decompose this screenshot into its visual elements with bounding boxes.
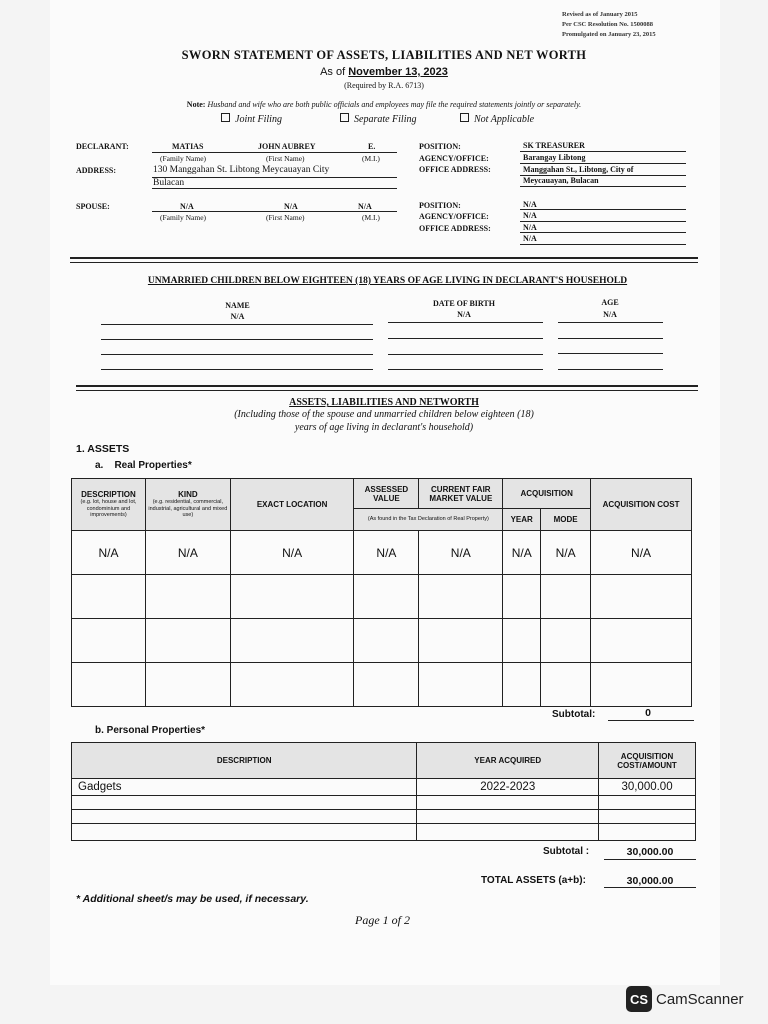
joint-filing-option[interactable] xyxy=(221,113,282,125)
real-properties-heading: a. Real Properties* xyxy=(95,460,192,471)
table-cell: N/A xyxy=(354,531,419,575)
note-text: Husband and wife who are both public officials and employees may file the required statements jointly or separately. xyxy=(207,100,582,109)
total-assets-line xyxy=(604,887,696,888)
child-row-line xyxy=(558,369,663,370)
children-name-value: N/A xyxy=(230,312,245,321)
table-cell xyxy=(541,575,591,619)
mi-caption: (M.I.) xyxy=(362,154,380,163)
children-heading: UNMARRIED CHILDREN BELOW EIGHTEEN (18) YEARS OF AGE LIVING IN DECLARANT'S HOUSEHOLD xyxy=(147,276,628,286)
table-cell xyxy=(417,824,599,841)
table-cell: Gadgets xyxy=(72,779,417,796)
document-title: SWORN STATEMENT OF ASSETS, LIABILITIES AND NET WORTH xyxy=(181,48,587,62)
table-cell xyxy=(230,575,354,619)
section-divider-2 xyxy=(76,385,698,387)
first-name-caption: (First Name) xyxy=(266,154,305,163)
table-cell xyxy=(503,575,541,619)
table-cell xyxy=(419,619,503,663)
real-properties-table xyxy=(71,478,692,707)
real-subtotal-label: Subtotal: xyxy=(552,709,596,720)
footnote: * Additional sheet/s may be used, if necessary. xyxy=(76,893,309,905)
separate-filing-label: Separate Filing xyxy=(354,114,417,125)
personal-subtotal-value: 30,000.00 xyxy=(626,846,674,858)
spouse-position-line xyxy=(520,209,686,210)
table-cell: N/A xyxy=(591,531,692,575)
spouse-office-1: N/A xyxy=(523,223,537,232)
table-cell xyxy=(599,810,696,824)
personal-subtotal-line xyxy=(604,859,696,860)
col-pp-description: DESCRIPTION xyxy=(72,743,417,779)
table-cell: 2022-2023 xyxy=(417,779,599,796)
revision-line-3: Promulgated on January 23, 2015 xyxy=(562,31,656,38)
col-pp-year: YEAR ACQUIRED xyxy=(417,743,599,779)
table-cell: N/A xyxy=(230,531,354,575)
real-subtotal-line xyxy=(608,720,694,721)
spouse-family-caption: (Family Name) xyxy=(160,213,207,222)
revision-line-2: Per CSC Resolution No. 1500088 xyxy=(562,21,654,28)
section-divider xyxy=(70,257,698,259)
table-row xyxy=(72,810,696,824)
family-name-caption: (Family Name) xyxy=(160,154,207,163)
table-cell xyxy=(230,663,354,707)
address-line-rule-1 xyxy=(152,177,397,178)
address-line-2: Bulacan xyxy=(153,178,185,188)
table-cell: N/A xyxy=(72,531,146,575)
required-by: (Required by R.A. 6713) xyxy=(344,81,424,90)
table-cell xyxy=(419,575,503,619)
total-assets-label: TOTAL ASSETS (a+b): xyxy=(481,875,586,886)
child-row-line xyxy=(101,324,373,325)
table-cell xyxy=(591,575,692,619)
spouse-office-line-1 xyxy=(520,232,686,233)
spouse-name-line xyxy=(152,211,397,212)
col-assessed: ASSESSED VALUE xyxy=(354,479,419,509)
spouse-position-label: POSITION: xyxy=(419,201,461,210)
page-number: Page 1 of 2 xyxy=(355,913,410,927)
office-address-label: OFFICE ADDRESS: xyxy=(419,165,491,174)
aln-sub-1: (Including those of the spouse and unmarried children below eighteen (18) xyxy=(234,409,534,420)
col-cost: ACQUISITION COST xyxy=(591,479,692,531)
table-cell xyxy=(72,619,146,663)
declarant-first-name: JOHN AUBREY xyxy=(258,142,316,151)
total-assets-value: 30,000.00 xyxy=(626,875,674,887)
table-cell xyxy=(599,824,696,841)
child-row-line xyxy=(388,369,543,370)
spouse-mi: N/A xyxy=(358,202,372,211)
child-row-line xyxy=(388,354,543,355)
child-row-line xyxy=(101,369,373,370)
table-cell xyxy=(72,796,417,810)
table-cell xyxy=(503,663,541,707)
col-year: YEAR xyxy=(503,509,541,531)
table-row xyxy=(72,663,692,707)
position-value: SK TREASURER xyxy=(523,141,585,150)
camscanner-name: CamScanner xyxy=(656,990,744,1008)
table-cell xyxy=(145,619,230,663)
declarant-family-name: MATIAS xyxy=(172,142,204,151)
child-row-line xyxy=(101,339,373,340)
table-cell xyxy=(354,663,419,707)
col-kind xyxy=(145,479,230,531)
table-cell xyxy=(72,810,417,824)
table-cell xyxy=(419,663,503,707)
declarant-mi: E. xyxy=(368,142,376,151)
table-cell xyxy=(354,575,419,619)
spouse-label: SPOUSE: xyxy=(76,202,110,211)
table-cell xyxy=(145,663,230,707)
spouse-mi-caption: (M.I.) xyxy=(362,213,380,222)
spouse-first-name: N/A xyxy=(284,202,298,211)
table-cell: 30,000.00 xyxy=(599,779,696,796)
as-of-date xyxy=(0,66,768,78)
agency-line xyxy=(520,163,686,164)
table-cell xyxy=(354,619,419,663)
children-name-header: NAME xyxy=(225,301,250,310)
joint-filing-label: Joint Filing xyxy=(235,114,282,125)
as-of-prefix: As of xyxy=(320,66,346,78)
table-cell xyxy=(145,575,230,619)
position-line xyxy=(520,151,686,152)
personal-subtotal-label: Subtotal : xyxy=(543,846,590,857)
table-cell xyxy=(72,824,417,841)
spouse-agency-line xyxy=(520,221,686,222)
section-divider-thin xyxy=(70,262,698,263)
checkbox-icon[interactable] xyxy=(340,113,349,122)
table-cell xyxy=(72,575,146,619)
child-row-line xyxy=(101,354,373,355)
section-divider-2-thin xyxy=(76,390,698,391)
col-pp-cost: ACQUISITION COST/AMOUNT xyxy=(599,743,696,779)
col-kind-label: KIND xyxy=(178,490,198,500)
child-row-line xyxy=(388,322,543,323)
spouse-office-label: OFFICE ADDRESS: xyxy=(419,224,491,233)
table-row xyxy=(72,796,696,810)
aln-heading: ASSETS, LIABILITIES AND NETWORTH xyxy=(289,397,479,408)
address-line-1: 130 Manggahan St. Libtong Meycauayan City xyxy=(153,165,330,175)
spouse-family-name: N/A xyxy=(180,202,194,211)
real-subtotal-value: 0 xyxy=(645,707,651,719)
declarant-label: DECLARANT: xyxy=(76,142,129,151)
col-description-note: (e.g. lot, house and lot, condominium and improvements) xyxy=(80,499,137,519)
children-dob-header: DATE OF BIRTH xyxy=(433,299,495,308)
note-label: Note: xyxy=(186,100,206,109)
table-row xyxy=(72,619,692,663)
spouse-agency-value: N/A xyxy=(523,211,537,220)
checkbox-icon[interactable] xyxy=(221,113,230,122)
table-row xyxy=(72,531,692,575)
table-cell xyxy=(599,796,696,810)
assets-heading: 1. ASSETS xyxy=(76,443,130,455)
not-applicable-option[interactable] xyxy=(460,113,534,125)
table-cell xyxy=(417,810,599,824)
spouse-first-caption: (First Name) xyxy=(266,213,305,222)
table-cell xyxy=(591,619,692,663)
office-address-line-2 xyxy=(520,186,686,187)
table-cell xyxy=(541,663,591,707)
child-row-line xyxy=(558,322,663,323)
table-cell: N/A xyxy=(419,531,503,575)
filing-note xyxy=(0,100,768,109)
table-cell: N/A xyxy=(145,531,230,575)
office-address-1: Manggahan St., Libtong, City of xyxy=(523,165,634,174)
spouse-position-value: N/A xyxy=(523,200,537,209)
children-age-header: AGE xyxy=(601,298,619,307)
table-cell xyxy=(230,619,354,663)
table-row xyxy=(72,824,696,841)
revision-note xyxy=(562,10,656,40)
children-age-value: N/A xyxy=(603,310,617,319)
agency-value: Barangay Libtong xyxy=(523,153,586,162)
agency-label: AGENCY/OFFICE: xyxy=(419,154,489,163)
col-description-label: DESCRIPTION xyxy=(81,490,136,500)
camscanner-logo-icon: CS xyxy=(626,986,652,1012)
col-mode: MODE xyxy=(541,509,591,531)
position-label: POSITION: xyxy=(419,142,461,151)
child-row-line xyxy=(558,353,663,354)
children-dob-value: N/A xyxy=(457,310,471,319)
table-cell: N/A xyxy=(541,531,591,575)
fair-note-text: (As found in the Tax Declaration of Real Property) xyxy=(367,516,489,523)
address-line-rule-2 xyxy=(152,188,397,189)
col-fair: CURRENT FAIR MARKET VALUE xyxy=(419,479,503,509)
not-applicable-label: Not Applicable xyxy=(474,114,535,125)
col-fair-note xyxy=(354,509,503,531)
personal-properties-heading: b. Personal Properties* xyxy=(95,725,206,736)
revision-line-1: Revised as of January 2015 xyxy=(562,11,638,18)
col-description xyxy=(72,479,146,531)
table-row xyxy=(72,575,692,619)
child-row-line xyxy=(558,338,663,339)
declarant-name-line xyxy=(152,152,397,153)
personal-properties-table xyxy=(71,742,696,841)
col-kind-note: (e.g. residential, commercial, industrial, agricultural and mixed use) xyxy=(148,499,228,519)
camscanner-watermark xyxy=(626,986,744,1012)
table-cell xyxy=(541,619,591,663)
spouse-agency-label: AGENCY/OFFICE: xyxy=(419,212,489,221)
office-address-2: Meycauayan, Bulacan xyxy=(523,176,599,185)
spouse-office-line-2 xyxy=(520,244,686,245)
address-label: ADDRESS: xyxy=(76,166,117,175)
as-of-date-value: November 13, 2023 xyxy=(348,66,448,78)
spouse-office-2: N/A xyxy=(523,234,537,243)
table-cell xyxy=(503,619,541,663)
table-row xyxy=(72,779,696,796)
table-cell xyxy=(72,663,146,707)
aln-sub-2: years of age living in declarant's household) xyxy=(294,422,474,433)
table-cell: N/A xyxy=(503,531,541,575)
col-location: EXACT LOCATION xyxy=(230,479,354,531)
col-acquisition: ACQUISITION xyxy=(503,479,591,509)
table-cell xyxy=(591,663,692,707)
checkbox-icon[interactable] xyxy=(460,113,469,122)
child-row-line xyxy=(388,338,543,339)
table-cell xyxy=(417,796,599,810)
separate-filing-option[interactable] xyxy=(340,113,417,125)
